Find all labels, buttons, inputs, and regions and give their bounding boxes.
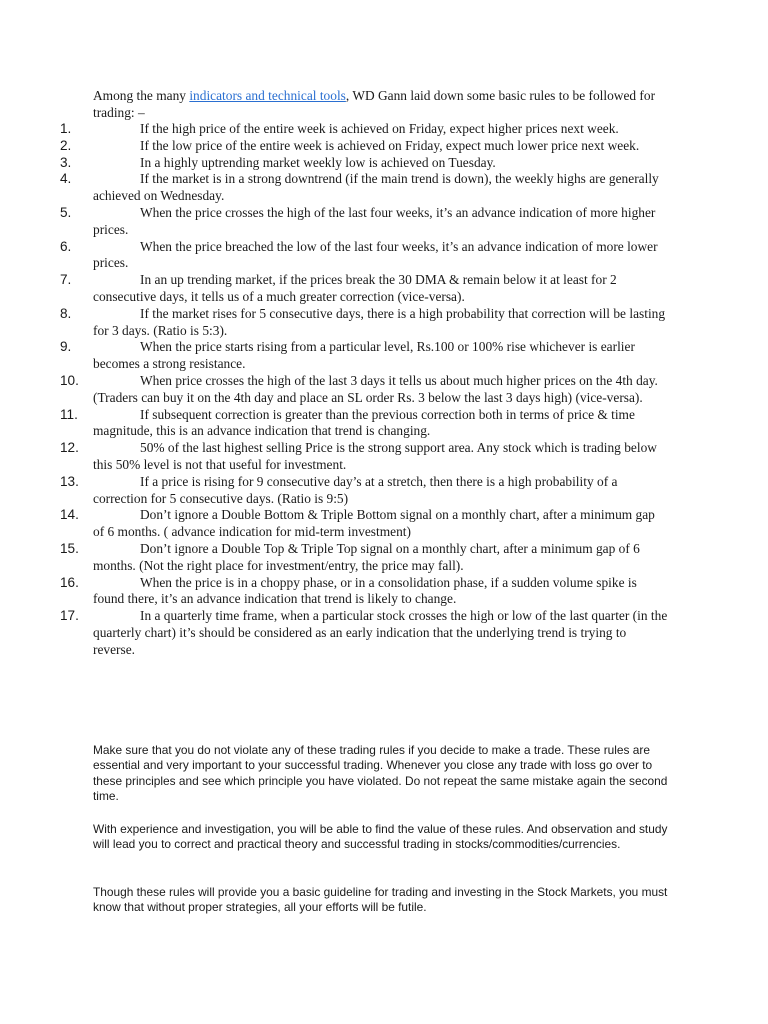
closing-paragraph: Though these rules will provide you a basic guideline for trading and investing in the Stock Markets, you must know that without proper strategies, all your efforts will be futile. <box>93 885 668 915</box>
list-number: 7. <box>60 272 72 288</box>
list-number: 12. <box>60 440 79 456</box>
rule-text: In an up trending market, if the prices break the 30 DMA & remain below it at least for 2 consecutive days, it tells us of a much greater correction (vice-versa). <box>93 272 617 304</box>
rule-text: If the market is in a strong downtrend (if the main trend is down), the weekly highs are generally achieved on Wednesday. <box>93 171 659 204</box>
list-number: 16. <box>60 574 79 590</box>
closing-paragraph: With experience and investigation, you will be able to find the value of these rules. And observation and study will lead you to correct and practical theory and successful trading in stocks/commodities/currencies. <box>93 822 668 852</box>
list-item <box>0 474 668 508</box>
list-item <box>0 171 668 205</box>
list-item <box>0 205 668 239</box>
rule-text: If the low price of the entire week is achieved on Friday, expect much lower price next week. <box>140 137 640 153</box>
list-item <box>0 155 668 172</box>
list-item <box>0 121 668 138</box>
rule-text: If the market rises for 5 consecutive days, there is a high probability that correction will be lasting for 3 days. (Ratio is 5:3). <box>93 305 666 338</box>
list-number: 17. <box>60 608 79 624</box>
list-number: 13. <box>60 473 79 489</box>
list-number: 5. <box>60 204 72 220</box>
rule-text: When the price crosses the high of the last four weeks, it’s an advance indication of more higher prices. <box>93 204 656 237</box>
list-item <box>0 239 668 273</box>
intro-text-after: , WD Gann laid down some basic rules to be followed for trading: – <box>93 88 656 120</box>
list-item <box>0 407 668 441</box>
rule-text: 50% of the last highest selling Price is the strong support area. Any stock which is trading below this 50% level is not that useful for investment. <box>93 440 657 472</box>
closing-paragraph: Make sure that you do not violate any of these trading rules if you decide to make a trade. These rules are essential and very important to your successful trading. Whenever you close any trade with loss go over to these principles and see which principle you have violated. Do not repeat the same mistake again the second time. <box>93 743 668 804</box>
list-number: 9. <box>60 339 72 355</box>
list-item <box>0 608 668 658</box>
list-number: 10. <box>60 372 79 388</box>
list-item <box>0 541 668 575</box>
list-number: 1. <box>60 121 72 136</box>
rule-text: If the high price of the entire week is achieved on Friday, expect higher prices next week. <box>140 121 619 136</box>
list-item <box>0 306 668 340</box>
list-number: 3. <box>60 154 72 170</box>
gann-rules-list <box>0 121 768 659</box>
rule-text: When price crosses the high of the last 3 days it tells us about much higher prices on the 4th day. (Traders can buy it on the 4th day and place an SL order Rs. 3 below the last 3 days high) (vice-versa). <box>93 372 658 405</box>
list-number: 4. <box>60 171 72 187</box>
list-number: 11. <box>60 406 78 422</box>
list-number: 15. <box>60 540 79 556</box>
rule-text: If a price is rising for 9 consecutive day’s at a stretch, then there is a high probability of a correction for 5 consecutive days. (Ratio is 9:5) <box>93 473 618 506</box>
rule-text: Don’t ignore a Double Top & Triple Top signal on a monthly chart, after a minimum gap of 6 months. (Not the right place for investment/entry, the price may fall). <box>93 540 640 573</box>
list-number: 14. <box>60 507 79 523</box>
list-item <box>0 339 668 373</box>
list-number: 2. <box>60 137 72 153</box>
list-item <box>0 575 668 609</box>
list-item <box>0 507 668 541</box>
list-number: 8. <box>60 305 72 321</box>
rule-text: Don’t ignore a Double Bottom & Triple Bottom signal on a monthly chart, after a minimum gap of 6 months. ( advance indication for mid-term investment) <box>93 507 655 540</box>
rule-text: When the price is in a choppy phase, or in a consolidation phase, if a sudden volume spike is found there, it’s an advance indication that trend is likely to change. <box>93 574 637 607</box>
list-item <box>0 440 668 474</box>
list-item <box>0 272 668 306</box>
rule-text: When the price breached the low of the last four weeks, it’s an advance indication of more lower prices. <box>93 238 658 271</box>
intro-paragraph <box>93 88 673 122</box>
list-number: 6. <box>60 238 72 254</box>
rule-text: In a highly uptrending market weekly low is achieved on Tuesday. <box>140 154 496 170</box>
rule-text: In a quarterly time frame, when a particular stock crosses the high or low of the last quarter (in the quarterly chart) it’s should be considered as an early indication that the underlying trend is trying to reverse. <box>93 608 668 657</box>
list-item <box>0 373 668 407</box>
intro-text-before: Among the many <box>93 88 190 103</box>
rule-text: When the price starts rising from a particular level, Rs.100 or 100% rise whichever is earlier becomes a strong resistance. <box>93 339 635 372</box>
rule-text: If subsequent correction is greater than the previous correction both in terms of price & time magnitude, this is an advance indication that trend is changing. <box>93 406 635 439</box>
list-item <box>0 138 668 155</box>
indicators-link[interactable]: indicators and technical tools <box>189 88 346 103</box>
